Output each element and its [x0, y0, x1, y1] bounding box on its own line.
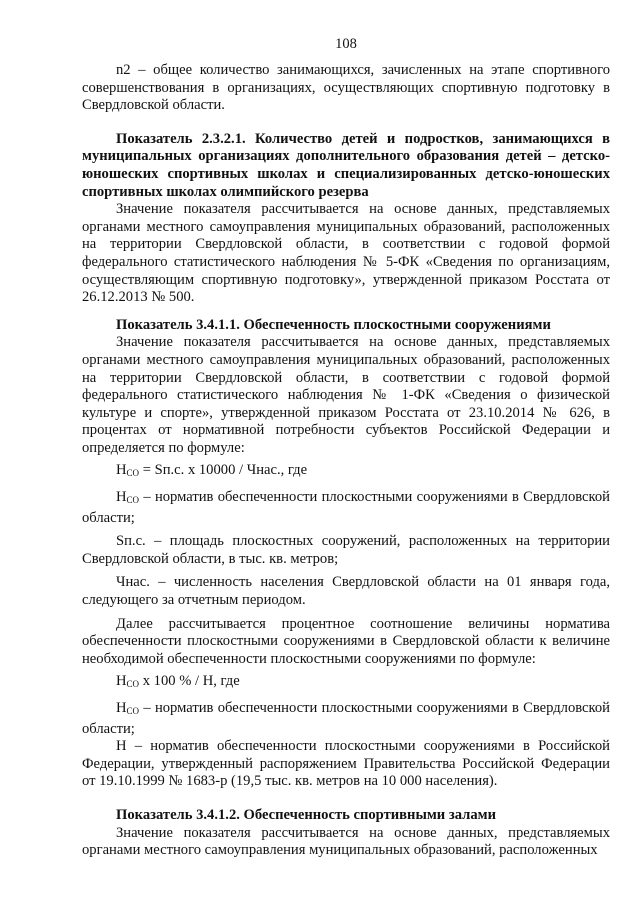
definition-chnas: Чнас. – численность населения Свердловской области на 01 января года, следующего за отчетным периодом. [82, 574, 610, 609]
definition-nco-1 [82, 489, 610, 527]
definition-spc: Sп.с. – площадь плоскостных сооружений, расположенных на территории Свердловской области, в тыс. кв. метров; [82, 533, 610, 567]
heading-2-3-2-1: Показатель 2.3.2.1. Количество детей и подростков, занимающихся в муниципальных организациях дополнительного образования детей – детско-юношеских спортивных школах и специализированных детско-юношеских спортивных школах олимпийского резерва [82, 130, 610, 200]
paragraph-3-4-1-1-a: Значение показателя рассчитывается на основе данных, представляемых органами местного самоуправления муниципальных образований, расположенных на территории Свердловской области, в соответствии с годовой формой федерального статистического наблюдения № 1-ФК «Сведения о физической культуре и спорте», утвержденной приказом Росстата от 23.10.2014 № 626, в процентах от нормативной потребности субъектов Российской Федерации и определяется по формуле: [82, 334, 610, 456]
heading-3-4-1-2: Показатель 3.4.1.2. Обеспеченность спортивными залами [116, 806, 496, 823]
heading-3-4-1-1: Показатель 3.4.1.1. Обеспеченность плоскостными сооружениями [116, 316, 551, 333]
formula-2 [82, 673, 610, 694]
formula-2-rest: х 100 % / Н, где [139, 673, 240, 690]
formula-2-sub: СО [126, 679, 140, 690]
definition-n: Н – норматив обеспеченности плоскостными сооружениями в Российской Федерации, утвержденный распоряжением Правительства Российской Федерации от 19.10.1999 № 1683-р (19,5 тыс. кв. метров на 10 000 населения). [82, 738, 610, 790]
def4-rest: – норматив обеспеченности плоскостными сооружениями в Свердловской области; [82, 700, 610, 737]
def1-main: Н [116, 489, 127, 506]
def4-sub: СО [126, 706, 140, 716]
formula-1 [82, 462, 610, 483]
paragraph-2-3-2-1: Значение показателя рассчитывается на основе данных, представляемых органами местного самоуправления муниципальных образований, расположенных на территории Свердловской области, в соответствии с годовой формой федерального статистического наблюдения № 5-ФК «Сведения по организациям, осуществляющим спортивную подготовку», утвержденной приказом Росстата от 26.12.2013 № 500. [82, 201, 610, 306]
formula-1-rest: = Sп.с. х 10000 / Чнас., где [139, 462, 308, 479]
formula-2-main: Н [116, 673, 127, 690]
def1-sub: СО [126, 495, 140, 506]
def1-rest: – норматив обеспеченности плоскостными сооружениями в Свердловской области; [82, 489, 610, 526]
paragraph-3-4-1-1-b: Далее рассчитывается процентное соотношение величины норматива обеспеченности плоскостными сооружениями в Свердловской области к величине необходимой обеспеченности плоскостными сооружениями по формуле: [82, 615, 610, 667]
paragraph-3-4-1-2: Значение показателя рассчитывается на основе данных, представляемых органами местного самоуправления муниципальных образований, расположенных [82, 824, 610, 859]
intro-paragraph: n2 – общее количество занимающихся, зачисленных на этапе спортивного совершенствования в организациях, осуществляющих спортивную подготовку в Свердловской области. [82, 62, 610, 114]
formula-1-main: Н [116, 462, 127, 479]
definition-nco-2 [82, 700, 610, 738]
formula-1-sub: СО [126, 468, 140, 479]
page-number: 108 [335, 36, 357, 52]
def4-main: Н [116, 700, 127, 716]
